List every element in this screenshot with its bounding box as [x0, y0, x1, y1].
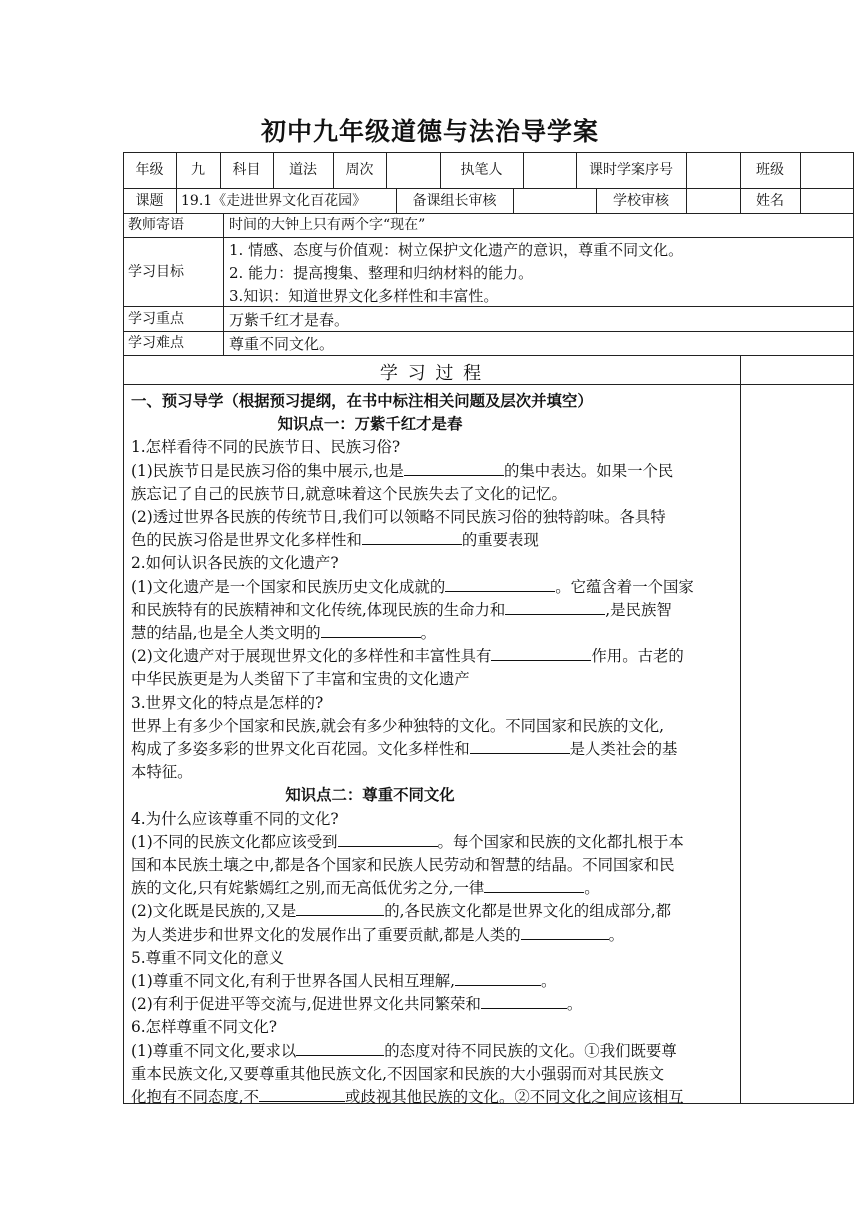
- text-line: 中华民族更是为人类留下了丰富和宝贵的文化遗产: [131, 670, 470, 689]
- question: 5.尊重不同文化的意义: [131, 948, 285, 967]
- fill-blank[interactable]: [338, 832, 438, 847]
- fill-blank[interactable]: [484, 878, 584, 893]
- text-line: 色的民族习俗是世界文化多样性和 的重要表现: [131, 531, 539, 550]
- text-line: (1)尊重不同文化,有利于世界各国人民相互理解, 。: [131, 972, 557, 990]
- fill-blank[interactable]: [296, 901, 384, 916]
- name-label: 姓名: [756, 193, 784, 209]
- fill-blank[interactable]: [445, 577, 555, 592]
- process-title: 学 习 过 程: [379, 363, 484, 384]
- fill-blank[interactable]: [296, 1041, 384, 1056]
- text-line: 重本民族文化,又要尊重其他民族文化,不因国家和民族的大小强弱而对其民族文: [131, 1064, 665, 1083]
- topic-label: 课题: [135, 193, 164, 209]
- text-line: 族忘记了自己的民族节日,就意味着这个民族失去了文化的记忆。: [131, 484, 567, 503]
- text-line: (1)文化遗产是一个国家和民族历史文化成就的 。它蕴含着一个国家: [131, 577, 694, 596]
- fill-blank[interactable]: [505, 600, 605, 615]
- fill-blank[interactable]: [470, 739, 570, 754]
- topic-value: 19.1《走进世界文化百花园》: [181, 193, 367, 209]
- goal-item: 1. 情感、态度与价值观：树立保护文化遗产的意识，尊重不同文化。: [229, 241, 684, 259]
- key-point-label: 学习重点: [128, 311, 184, 327]
- key-point-value: 万紫千红才是春。: [229, 311, 350, 329]
- grade-value: 九: [191, 162, 205, 178]
- text-line: (1)不同的民族文化都应该受到 。每个国家和民族的文化都扎根于本: [131, 832, 684, 851]
- text-line: (2)文化既是民族的,又是 的,各民族文化都是世界文化的组成部分,都: [131, 902, 672, 921]
- text-line: (1)尊重不同文化,要求以 的态度对待不同民族的文化。①我们既要尊: [131, 1041, 677, 1060]
- section-heading: 一、预习导学（根据预习提纲，在书中标注相关问题及层次并填空）: [131, 392, 593, 410]
- question: 2.如何认识各民族的文化遗产?: [131, 554, 339, 573]
- goal-item: 3.知识：知道世界文化多样性和丰富性。: [229, 287, 499, 305]
- school-review-label: 学校审核: [613, 193, 669, 209]
- text-line: (1)民族节日是民族习俗的集中展示,也是 的集中表达。如果一个民: [131, 461, 674, 480]
- text-line: (2)文化遗产对于展现世界文化的多样性和丰富性具有 作用。古老的: [131, 647, 684, 666]
- fill-blank[interactable]: [259, 1087, 345, 1102]
- fill-blank[interactable]: [404, 461, 504, 476]
- fill-blank[interactable]: [521, 925, 609, 940]
- subject-label: 科目: [232, 162, 261, 178]
- question: 6.怎样尊重不同文化?: [131, 1018, 278, 1037]
- knowledge-point-1: 知识点一：万紫千红才是春: [277, 415, 463, 434]
- fill-blank[interactable]: [321, 623, 421, 638]
- fill-blank[interactable]: [491, 646, 591, 661]
- question: 1.怎样看待不同的民族节日、民族习俗?: [131, 438, 401, 457]
- difficulty-label: 学习难点: [128, 335, 184, 351]
- text-line: 化抱有不同态度,不 或歧视其他民族的文化。②不同文化之间应该相互: [131, 1088, 684, 1106]
- question: 3.世界文化的特点是怎样的?: [131, 693, 324, 712]
- class-label: 班级: [756, 162, 784, 178]
- text-line: 构成了多姿多彩的世界文化百花园。文化多样性和 是人类社会的基: [131, 740, 678, 758]
- page-title: 初中九年级道德与法治导学案: [260, 117, 599, 146]
- difficulty-value: 尊重不同文化。: [229, 335, 335, 353]
- goals-label: 学习目标: [128, 264, 184, 280]
- text-line: 和民族特有的民族精神和文化传统,体现民族的生命力和 ,是民族智: [131, 600, 672, 619]
- text-line: 慧的结晶,也是全人类文明的 。: [131, 624, 436, 642]
- text-line: (2)有利于促进平等交流与,促进世界文化共同繁荣和 。: [131, 995, 583, 1014]
- fill-blank[interactable]: [362, 530, 462, 545]
- text-line: (2)透过世界各民族的传统节日,我们可以领略不同民族习俗的独特韵味。各具特: [131, 508, 666, 526]
- teacher-words-value: 时间的大钟上只有两个字“现在”: [229, 217, 426, 233]
- text-line: 族的文化,只有姹紫嫣红之别,而无高低优劣之分,一律 。: [131, 879, 600, 898]
- fill-blank[interactable]: [481, 994, 567, 1009]
- goal-item: 2. 能力：提高搜集、整理和归纳材料的能力。: [229, 264, 534, 282]
- week-label: 周次: [345, 162, 374, 178]
- fill-blank[interactable]: [455, 971, 541, 986]
- group-review-label: 备课组长审核: [412, 193, 497, 209]
- text-line: 国和本民族土壤之中,都是各个国家和民族人民劳动和智慧的结晶。不同国家和民: [131, 856, 675, 874]
- lesson-seq-label: 课时学案序号: [589, 162, 673, 178]
- text-line: 为人类进步和世界文化的发展作出了重要贡献,都是人类的 。: [131, 925, 625, 944]
- author-label: 执笔人: [460, 162, 503, 178]
- question: 4.为什么应该尊重不同的文化?: [131, 809, 339, 828]
- teacher-words-label: 教师寄语: [128, 217, 184, 233]
- grade-label: 年级: [135, 162, 164, 178]
- text-line: 世界上有多少个国家和民族,就会有多少种独特的文化。不同国家和民族的文化,: [131, 716, 665, 735]
- knowledge-point-2: 知识点二：尊重不同文化: [285, 786, 455, 805]
- subject-value: 道法: [289, 162, 317, 178]
- text-line: 本特征。: [131, 763, 193, 782]
